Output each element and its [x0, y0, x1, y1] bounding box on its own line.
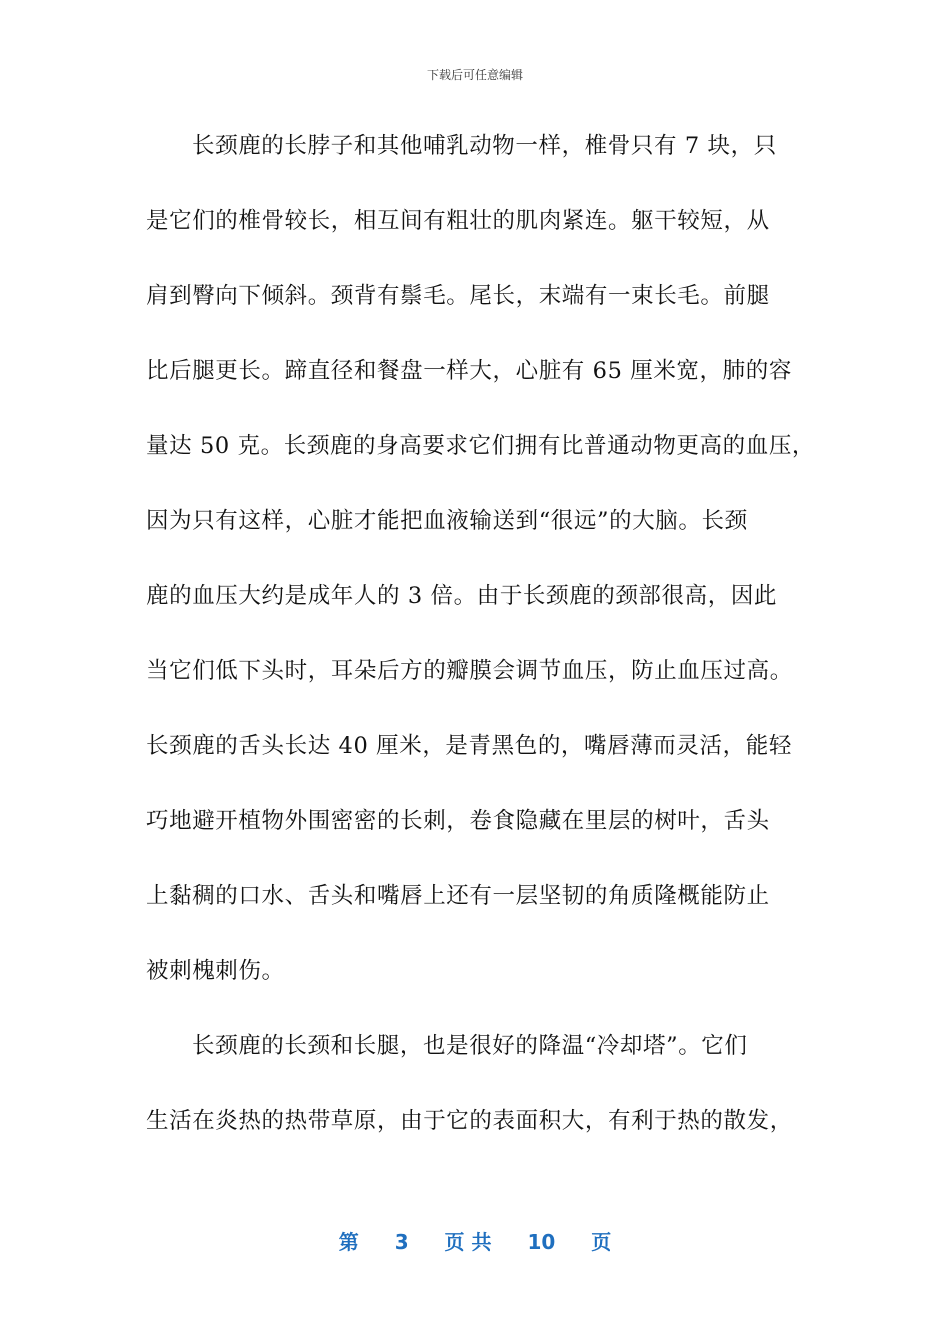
document-body: [146, 127, 814, 1177]
page-suffix: 页: [591, 1230, 612, 1254]
text-line: 长颈鹿的长脖子和其他哺乳动物一样，椎骨只有 7 块，只: [192, 133, 777, 159]
text-line: 当它们低下头时，耳朵后方的瓣膜会调节血压，防止血压过高。: [146, 658, 793, 684]
text-line: 巧地避开植物外围密密的长刺，卷食隐藏在里层的树叶，舌头: [146, 808, 770, 834]
text-line: 因为只有这样，心脏才能把血液输送到“很远”的大脑。长颈: [146, 508, 748, 534]
current-page-number: 3: [394, 1230, 409, 1254]
text-line: 长颈鹿的长颈和长腿，也是很好的降温“冷却塔”。它们: [192, 1033, 748, 1059]
text-line: 鹿的血压大约是成年人的 3 倍。由于长颈鹿的颈部很高，因此: [146, 583, 778, 609]
page-middle-text: 页 共: [444, 1230, 492, 1254]
text-line: 上黏稠的口水、舌头和嘴唇上还有一层坚韧的角质隆概能防止: [146, 883, 770, 909]
text-line: 被刺槐刺伤。: [146, 958, 285, 984]
text-line: 量达 50 克。长颈鹿的身高要求它们拥有比普通动物更高的血压，: [146, 433, 816, 459]
page-prefix: 第: [338, 1230, 359, 1254]
text-line: 比后腿更长。蹄直径和餐盘一样大，心脏有 65 厘米宽，肺的容: [146, 358, 792, 384]
text-line: 长颈鹿的舌头长达 40 厘米，是青黑色的，嘴唇薄而灵活，能轻: [146, 733, 792, 759]
text-line: 是它们的椎骨较长，相互间有粗壮的肌肉紧连。躯干较短，从: [146, 208, 770, 234]
text-line: 肩到臀向下倾斜。颈背有鬃毛。尾长，末端有一束长毛。前腿: [146, 283, 770, 309]
text-line: 生活在炎热的热带草原，由于它的表面积大，有利于热的散发，: [146, 1108, 793, 1134]
header-note: 下载后可任意编辑: [426, 68, 523, 82]
total-pages-number: 10: [527, 1230, 556, 1254]
page-footer: [0, 1226, 950, 1255]
